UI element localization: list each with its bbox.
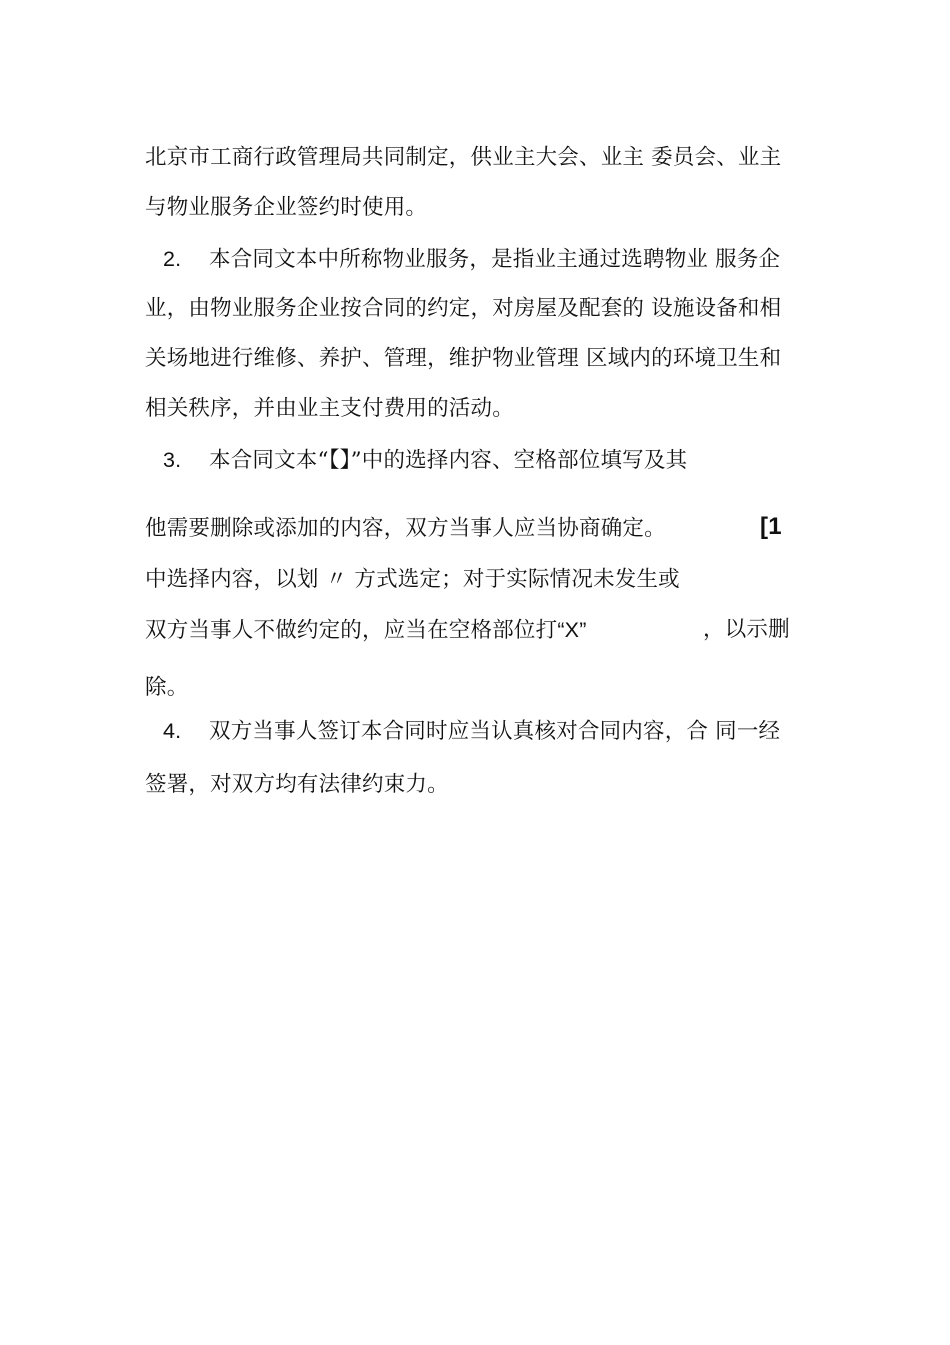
item-number-4: 4. [163,719,182,743]
paragraph-2-text-1: 本合同文本中所称物业服务，是指业主通过选聘物业 服务企 [209,247,781,272]
paragraph-2-line-2: 业，由物业服务企业按合同的约定，对房屋及配套的 设施设备和相 [145,296,782,321]
paragraph-3-text-4: 双方当事人不做约定的，应当在空格部位打 [145,618,558,643]
paragraph-2-line-4: 相关秩序，并由业主支付费用的活动。 [145,396,514,421]
item-number-2: 2. [163,247,182,271]
paragraph-3-text-1: 本合同文本“【】”中的选择内容、空格部位填写及其 [209,448,688,473]
paragraph-1-line-1: 北京市工商行政管理局共同制定，供业主大会、业主 委员会、业主 [145,145,782,170]
paragraph-3-line-1 [163,445,687,476]
paragraph-2-line-3: 关场地进行维修、养护、管理，维护物业管理 区域内的环境卫生和 [145,346,782,371]
x-mark: “X” [557,618,587,642]
bracket-mark: [1 [760,513,782,540]
paragraph-3-line-4 [145,615,587,646]
paragraph-4-text-1: 双方当事人签订本合同时应当认真核对合同内容，合 同一经 [209,719,781,744]
paragraph-2-line-1 [163,244,780,275]
paragraph-1-line-2: 与物业服务企业签约时使用。 [145,195,428,220]
paragraph-3-line-5: 除。 [145,675,189,700]
paragraph-3-line-4-tail: ，以示删 [703,617,790,642]
paragraph-4-line-1 [163,716,780,747]
paragraph-4-line-2: 签署，对双方均有法律约束力。 [145,772,449,797]
paragraph-3-line-3: 中选择内容，以划 〃 方式选定；对于实际情况未发生或 [145,567,680,592]
paragraph-3-line-2: 他需要删除或添加的内容，双方当事人应当协商确定。 [145,516,666,541]
item-number-3: 3. [163,448,182,472]
